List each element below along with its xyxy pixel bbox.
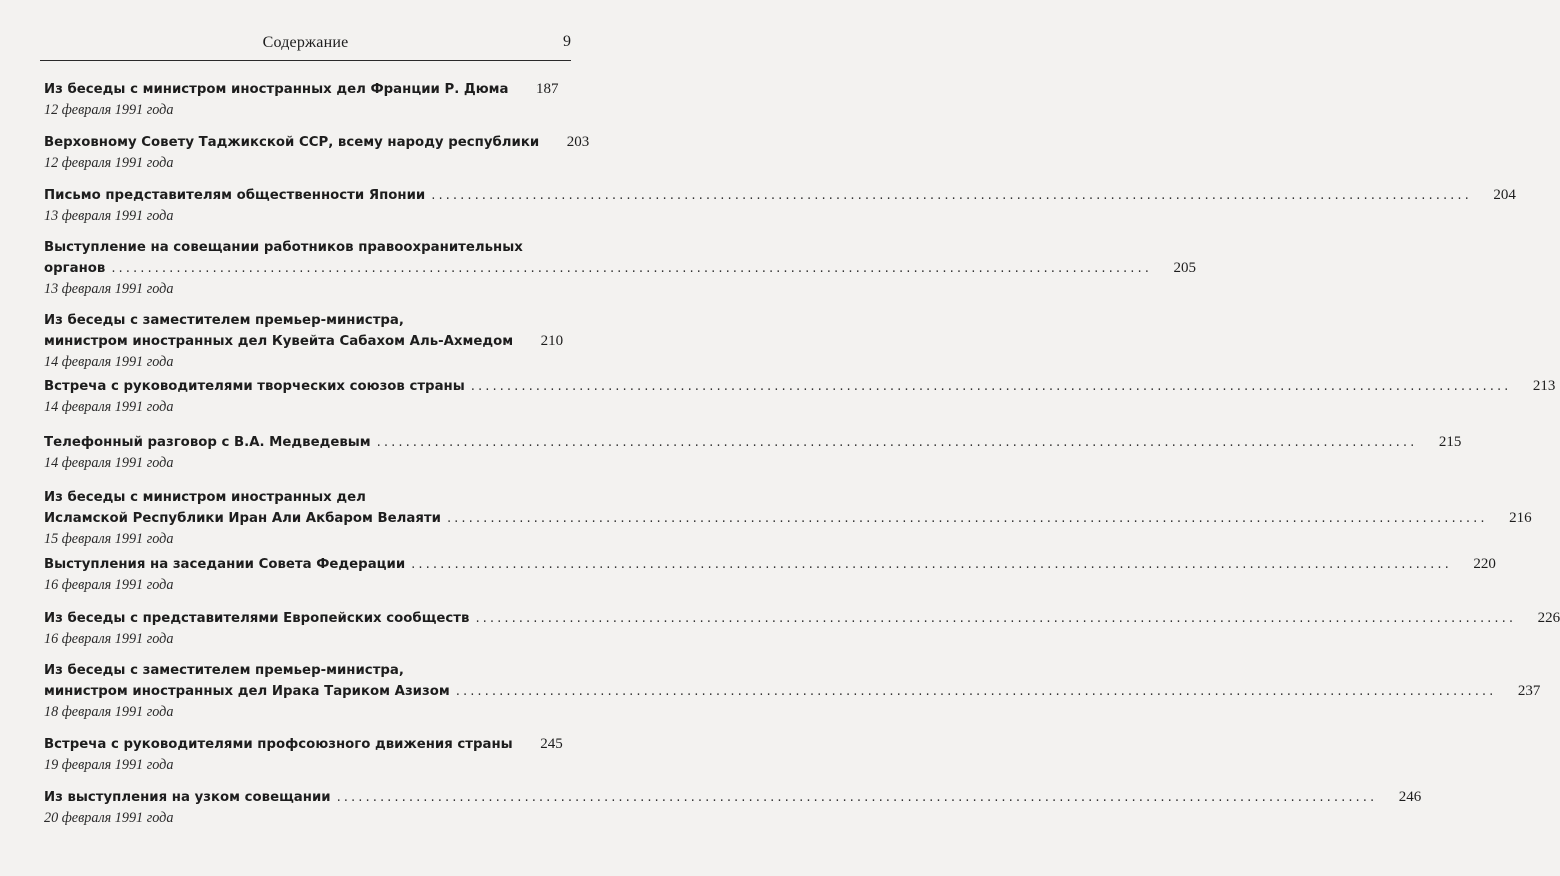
toc-entry-date: 12 февраля 1991 года xyxy=(44,155,174,171)
toc-line xyxy=(44,608,1560,629)
toc-entry-date: 16 февраля 1991 года xyxy=(44,631,174,647)
dot-leader: ................................................................................................................................................ xyxy=(446,511,1488,526)
toc-entry-title: Из беседы с заместителем премьер-министра, xyxy=(44,313,404,328)
dot-leader: ................................................................................................................................................ xyxy=(455,684,1497,699)
toc-page-number: 237 xyxy=(1517,683,1541,699)
toc-line xyxy=(44,734,563,755)
toc-page-number: 213 xyxy=(1532,378,1556,394)
toc-entry-title: Встреча с руководителями творческих союзов страны xyxy=(44,379,465,394)
toc-entry-date: 13 февраля 1991 года xyxy=(44,281,174,297)
toc-entry-title: Из беседы с министром иностранных дел Франции Р. Дюма xyxy=(44,82,509,97)
toc-line xyxy=(44,311,554,331)
toc-page-number: 220 xyxy=(1473,556,1496,572)
toc-entry xyxy=(44,311,564,372)
toc-entry-title: Из беседы с заместителем премьер-министра, xyxy=(44,663,404,678)
toc-entry-date: 16 февраля 1991 года xyxy=(44,577,174,593)
toc-page-number: 203 xyxy=(566,134,590,150)
toc-entry-title: Выступления на заседании Совета Федерации xyxy=(44,557,406,572)
toc-entry-date: 20 февраля 1991 года xyxy=(44,810,174,826)
toc-entry-date: 15 февраля 1991 года xyxy=(44,531,174,547)
toc-entry-date: 14 февраля 1991 года xyxy=(44,455,174,471)
toc-entry xyxy=(44,608,1560,649)
dot-leader: ................................................................................................................................................ xyxy=(111,261,1152,276)
toc-page-number: 187 xyxy=(536,81,559,97)
toc-line xyxy=(44,508,1532,529)
toc-page-number: 204 xyxy=(1493,187,1516,203)
toc-entry-title-continued: министром иностранных дел Кувейта Сабахом Аль-Ахмедом xyxy=(44,334,514,349)
toc-page-number: 246 xyxy=(1398,789,1422,805)
dot-leader: ................................................................................................................................................ xyxy=(431,188,1472,203)
toc-line xyxy=(44,185,1516,206)
toc-page-number: 216 xyxy=(1509,510,1532,526)
dot-leader: ................................................................................................................................................ xyxy=(411,557,1452,572)
toc-entry-date: 14 февраля 1991 года xyxy=(44,354,174,370)
toc-entry-date: 12 февраля 1991 года xyxy=(44,102,174,118)
toc-entry-title-continued: органов xyxy=(44,261,106,276)
toc-line xyxy=(44,661,554,681)
toc-entry-title: Встреча с руководителями профсоюзного движения страны xyxy=(44,737,513,752)
toc-entry-date: 13 февраля 1991 года xyxy=(44,208,174,224)
toc-page-number: 226 xyxy=(1537,610,1560,626)
toc-entry xyxy=(44,554,1496,595)
toc-entry xyxy=(44,185,1516,226)
toc-line xyxy=(44,787,1422,808)
toc-page-number: 215 xyxy=(1438,434,1462,450)
toc-entry-title-continued: Исламской Республики Иран Али Акбаром Велаяти xyxy=(44,511,441,526)
toc-entry-title: Из беседы с представителями Европейских сообществ xyxy=(44,611,470,626)
toc-entry-title: Верховному Совету Таджикской ССР, всему народу республики xyxy=(44,135,540,150)
header-rule xyxy=(40,60,571,61)
toc-page-number: 245 xyxy=(540,736,563,752)
toc-line xyxy=(44,238,554,258)
toc-page-number: 210 xyxy=(540,333,564,349)
toc-line xyxy=(44,554,1496,575)
dot-leader: ................................................................................................................................................ xyxy=(475,611,1517,626)
dot-leader: ................................................................................................................................................ xyxy=(376,435,1418,450)
toc-line xyxy=(44,132,590,153)
toc-entry xyxy=(44,238,1196,299)
toc-entry-date: 14 февраля 1991 года xyxy=(44,399,174,415)
toc-entry xyxy=(44,661,1541,722)
toc-entry xyxy=(44,787,1422,828)
toc-page-number: 205 xyxy=(1173,260,1196,276)
toc-entry-title: Из выступления на узком совещании xyxy=(44,790,331,805)
running-head xyxy=(40,30,571,56)
toc-entry-date: 18 февраля 1991 года xyxy=(44,704,174,720)
toc-line xyxy=(44,376,1556,397)
toc-entry xyxy=(44,79,559,120)
toc-line xyxy=(44,79,559,100)
dot-leader: ................................................................................................................................................ xyxy=(336,790,1378,805)
page-title: Содержание xyxy=(262,34,349,51)
toc-entry xyxy=(44,734,563,775)
toc-entry xyxy=(44,132,590,173)
dot-leader: ................................................................................................................................................ xyxy=(470,379,1512,394)
toc-entry-title: Телефонный разговор с В.А. Медведевым xyxy=(44,435,371,450)
toc-entry xyxy=(44,432,1462,473)
toc-line xyxy=(44,681,1541,702)
toc-line xyxy=(44,331,564,352)
toc-line xyxy=(44,488,554,508)
toc-entry xyxy=(44,376,1556,417)
toc-line xyxy=(44,432,1462,453)
toc-entry xyxy=(44,488,1532,549)
toc-entry-date: 19 февраля 1991 года xyxy=(44,757,174,773)
page-number: 9 xyxy=(563,33,571,50)
toc-entry-title: Из беседы с министром иностранных дел xyxy=(44,490,366,505)
toc-line xyxy=(44,258,1196,279)
toc-entry-title: Письмо представителям общественности Японии xyxy=(44,188,426,203)
toc-entry-title: Выступление на совещании работников правоохранительных xyxy=(44,240,523,255)
toc-entry-title-continued: министром иностранных дел Ирака Тариком Азизом xyxy=(44,684,450,699)
